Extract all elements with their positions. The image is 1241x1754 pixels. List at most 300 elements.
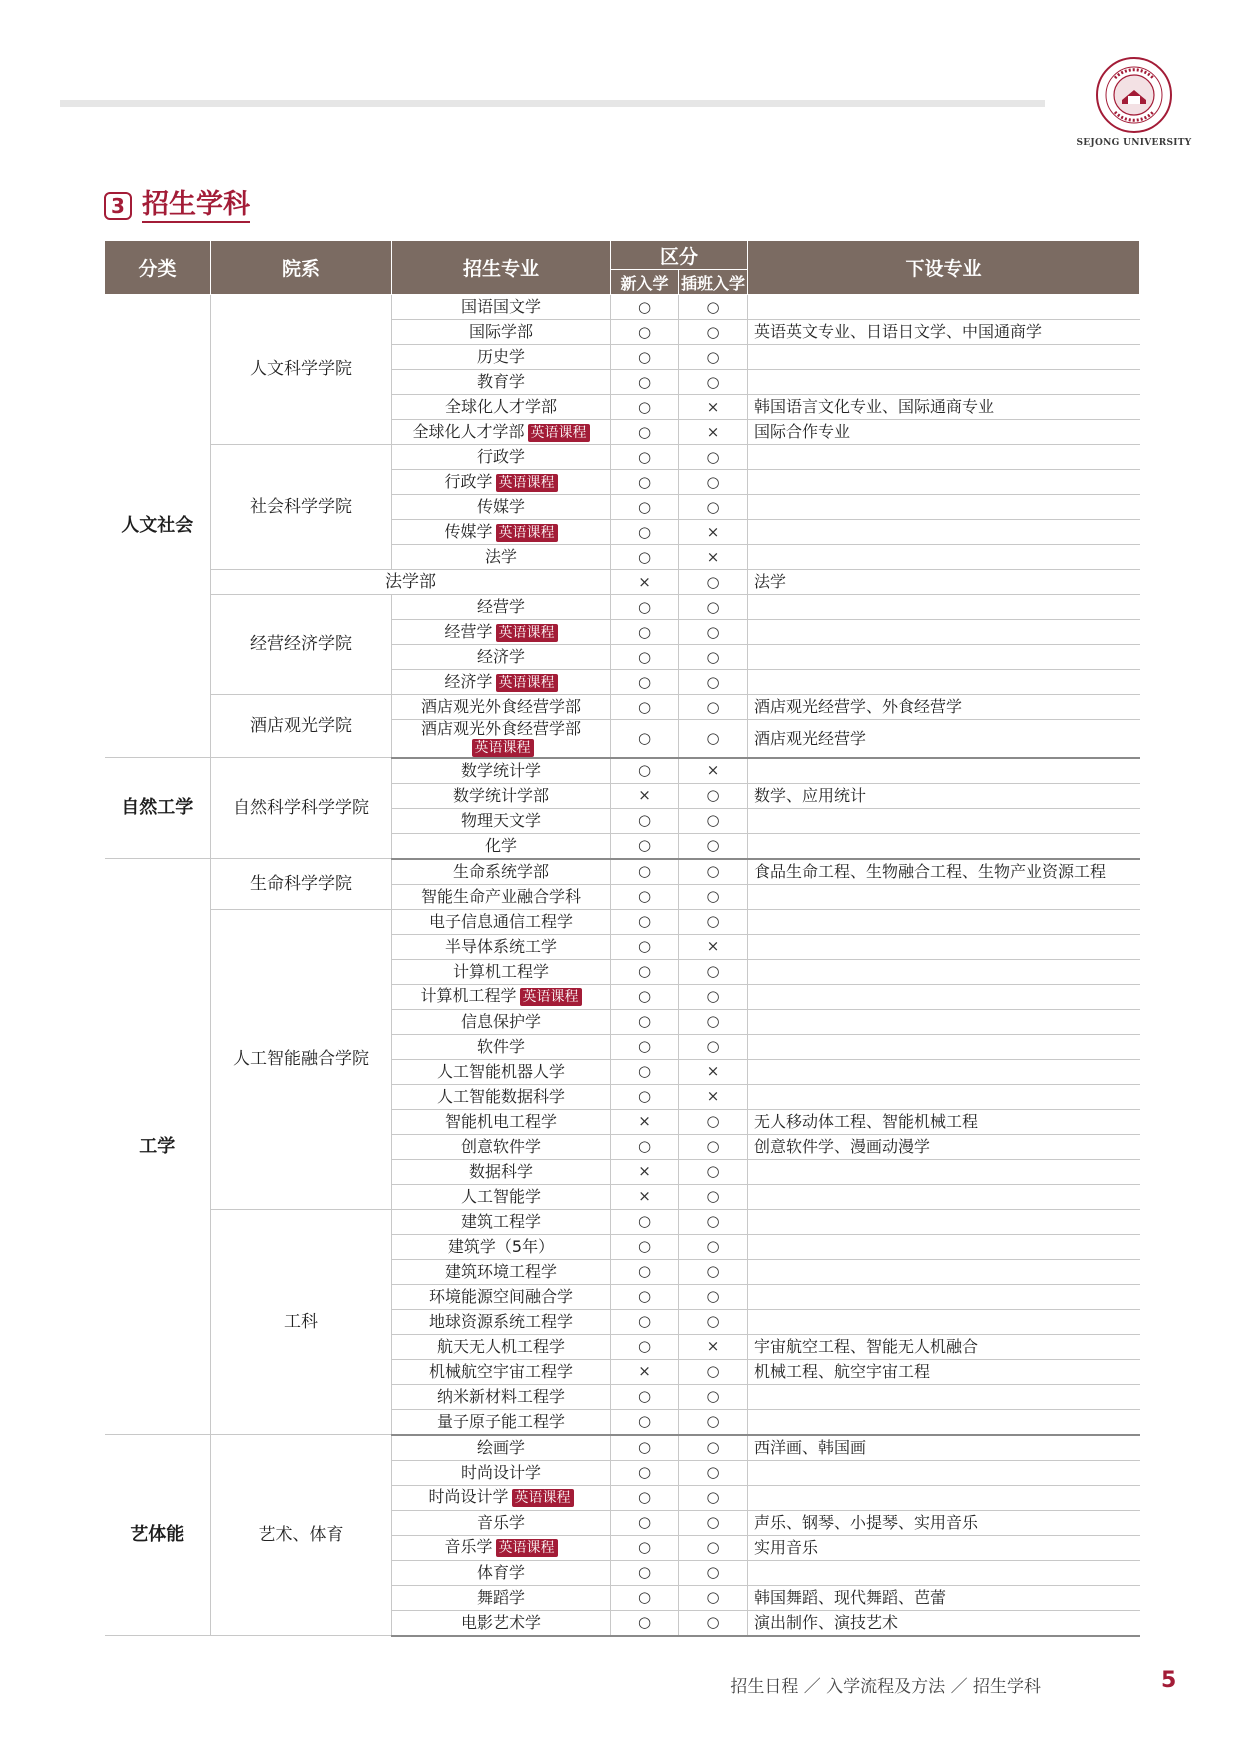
sub-majors-cell xyxy=(748,1234,1140,1259)
freshman-mark: ○ xyxy=(611,420,679,445)
major-name: 智能生命产业融合学科 xyxy=(420,886,581,906)
footer-breadcrumb: 招生日程 ／ 入学流程及方法 ／ 招生学科 xyxy=(730,1677,1041,1697)
major-cell xyxy=(392,470,611,495)
sub-majors-cell xyxy=(748,1384,1140,1409)
sub-majors-cell: 韩国语言文化专业、国际通商专业 xyxy=(748,395,1140,420)
transfer-mark: ○ xyxy=(679,470,748,495)
major-name: 传媒学 xyxy=(476,497,525,517)
major-name: 人工智能机器人学 xyxy=(436,1061,565,1081)
sub-majors-cell xyxy=(748,758,1140,784)
college-cell: 经营经济学院 xyxy=(211,595,392,695)
freshman-mark: × xyxy=(611,1184,679,1209)
transfer-mark: × xyxy=(679,395,748,420)
sub-majors-cell xyxy=(748,595,1140,620)
major-cell xyxy=(392,1134,611,1159)
major-cell xyxy=(392,695,611,720)
freshman-mark: ○ xyxy=(611,1610,679,1636)
transfer-mark: ○ xyxy=(679,1209,748,1234)
major-cell xyxy=(392,1184,611,1209)
freshman-mark: ○ xyxy=(611,520,679,545)
transfer-mark: ○ xyxy=(679,370,748,395)
freshman-mark: ○ xyxy=(611,1560,679,1585)
english-course-tag: 英语课程 xyxy=(496,1539,558,1557)
sub-majors-cell: 食品生命工程、生物融合工程、生物产业资源工程 xyxy=(748,859,1140,885)
english-course-tag: 英语课程 xyxy=(512,1489,574,1507)
sub-majors-cell xyxy=(748,1184,1140,1209)
freshman-mark: ○ xyxy=(611,620,679,645)
section-title: 招生学科 xyxy=(142,189,250,223)
major-name: 环境能源空间融合学 xyxy=(428,1286,573,1306)
transfer-mark: × xyxy=(679,1334,748,1359)
college-cell: 法学部 xyxy=(211,570,611,595)
sub-majors-cell: 机械工程、航空宇宙工程 xyxy=(748,1359,1140,1384)
major-cell xyxy=(392,595,611,620)
freshman-mark: ○ xyxy=(611,1284,679,1309)
freshman-mark: ○ xyxy=(611,1134,679,1159)
sub-majors-cell xyxy=(748,1059,1140,1084)
major-name: 建筑环境工程学 xyxy=(444,1261,557,1281)
transfer-mark: ○ xyxy=(679,1134,748,1159)
transfer-mark: ○ xyxy=(679,1485,748,1510)
sub-majors-cell xyxy=(748,1560,1140,1585)
major-name: 传媒学 xyxy=(444,521,493,541)
transfer-mark: ○ xyxy=(679,1359,748,1384)
sub-majors-cell xyxy=(748,909,1140,934)
major-name: 国际学部 xyxy=(468,322,533,342)
sub-majors-cell xyxy=(748,370,1140,395)
table-row xyxy=(105,295,1140,320)
sub-majors-cell: 无人移动体工程、智能机械工程 xyxy=(748,1109,1140,1134)
freshman-mark: ○ xyxy=(611,495,679,520)
transfer-mark: ○ xyxy=(679,345,748,370)
major-cell xyxy=(392,670,611,695)
transfer-mark: × xyxy=(679,758,748,784)
major-name: 法学 xyxy=(484,547,517,567)
transfer-mark: ○ xyxy=(679,595,748,620)
header-distinction: 区分 xyxy=(611,241,748,270)
sub-majors-cell xyxy=(748,1485,1140,1510)
freshman-mark: ○ xyxy=(611,545,679,570)
freshman-mark: ○ xyxy=(611,1209,679,1234)
sub-majors-cell: 韩国舞蹈、现代舞蹈、芭蕾 xyxy=(748,1585,1140,1610)
freshman-mark: ○ xyxy=(611,1409,679,1435)
english-course-tag: 英语课程 xyxy=(496,674,558,692)
sub-majors-cell xyxy=(748,295,1140,320)
sub-majors-cell xyxy=(748,1259,1140,1284)
transfer-mark: ○ xyxy=(679,833,748,859)
table-row xyxy=(105,859,1140,885)
college-cell: 酒店观光学院 xyxy=(211,695,392,758)
major-cell xyxy=(392,1535,611,1560)
transfer-mark: ○ xyxy=(679,1034,748,1059)
transfer-mark: ○ xyxy=(679,320,748,345)
english-course-tag: 英语课程 xyxy=(496,474,558,492)
major-cell xyxy=(392,909,611,934)
sub-majors-cell: 酒店观光经营学、外食经营学 xyxy=(748,695,1140,720)
admission-majors-table xyxy=(104,240,1140,1637)
freshman-mark: ○ xyxy=(611,345,679,370)
college-cell: 人工智能融合学院 xyxy=(211,909,392,1209)
major-name: 历史学 xyxy=(476,347,525,367)
freshman-mark: ○ xyxy=(611,320,679,345)
sub-majors-cell: 西洋画、韩国画 xyxy=(748,1435,1140,1461)
header-freshman: 新入学 xyxy=(611,270,679,295)
major-cell xyxy=(392,1334,611,1359)
transfer-mark: × xyxy=(679,420,748,445)
freshman-mark: ○ xyxy=(611,1435,679,1461)
major-cell xyxy=(392,1510,611,1535)
major-name: 信息保护学 xyxy=(460,1011,541,1031)
transfer-mark: ○ xyxy=(679,1585,748,1610)
major-name: 教育学 xyxy=(476,372,525,392)
freshman-mark: ○ xyxy=(611,859,679,885)
transfer-mark: ○ xyxy=(679,645,748,670)
sub-majors-cell: 演出制作、演技艺术 xyxy=(748,1610,1140,1636)
major-name: 经营学 xyxy=(444,621,493,641)
freshman-mark: × xyxy=(611,1359,679,1384)
major-cell xyxy=(392,620,611,645)
english-course-tag: 英语课程 xyxy=(472,739,534,757)
category-cell: 人文社会 xyxy=(105,295,211,758)
transfer-mark: ○ xyxy=(679,1610,748,1636)
college-cell: 人文科学学院 xyxy=(211,295,392,445)
sub-majors-cell: 法学 xyxy=(748,570,1140,595)
transfer-mark: ○ xyxy=(679,808,748,833)
sub-majors-cell xyxy=(748,545,1140,570)
major-name: 智能机电工程学 xyxy=(444,1111,557,1131)
freshman-mark: × xyxy=(611,570,679,595)
header-transfer: 插班入学 xyxy=(679,270,748,295)
major-cell xyxy=(392,370,611,395)
transfer-mark: ○ xyxy=(679,1284,748,1309)
major-cell xyxy=(392,420,611,445)
major-name: 时尚设计学 xyxy=(428,1487,509,1507)
major-cell xyxy=(392,1560,611,1585)
major-cell xyxy=(392,1435,611,1461)
major-cell xyxy=(392,1059,611,1084)
major-cell xyxy=(392,1409,611,1435)
sub-majors-cell xyxy=(748,808,1140,833)
transfer-mark: ○ xyxy=(679,570,748,595)
transfer-mark: ○ xyxy=(679,884,748,909)
transfer-mark: ○ xyxy=(679,1184,748,1209)
table-row xyxy=(105,758,1140,784)
major-name: 国语国文学 xyxy=(460,297,541,317)
transfer-mark: ○ xyxy=(679,670,748,695)
freshman-mark: ○ xyxy=(611,695,679,720)
freshman-mark: ○ xyxy=(611,1309,679,1334)
freshman-mark: ○ xyxy=(611,1009,679,1034)
major-name: 量子原子能工程学 xyxy=(436,1411,565,1431)
major-name: 酒店观光外食经营学部 xyxy=(420,697,581,717)
freshman-mark: ○ xyxy=(611,595,679,620)
major-name: 体育学 xyxy=(476,1562,525,1582)
sub-majors-cell xyxy=(748,495,1140,520)
english-course-tag: 英语课程 xyxy=(496,624,558,642)
sub-majors-cell xyxy=(748,520,1140,545)
major-name: 计算机工程学 xyxy=(420,986,517,1006)
transfer-mark: ○ xyxy=(679,1409,748,1435)
major-cell xyxy=(392,1460,611,1485)
freshman-mark: ○ xyxy=(611,670,679,695)
major-name: 行政学 xyxy=(476,447,525,467)
major-cell xyxy=(392,1585,611,1610)
freshman-mark: ○ xyxy=(611,1259,679,1284)
major-name: 经济学 xyxy=(476,647,525,667)
freshman-mark: ○ xyxy=(611,645,679,670)
major-cell xyxy=(392,859,611,885)
transfer-mark: ○ xyxy=(679,1510,748,1535)
major-name: 音乐学 xyxy=(476,1512,525,1532)
freshman-mark: ○ xyxy=(611,758,679,784)
major-cell xyxy=(392,645,611,670)
category-cell: 自然工学 xyxy=(105,758,211,859)
freshman-mark: ○ xyxy=(611,1334,679,1359)
major-cell xyxy=(392,320,611,345)
major-name: 经济学 xyxy=(444,671,493,691)
freshman-mark: ○ xyxy=(611,470,679,495)
major-cell xyxy=(392,445,611,470)
college-cell: 艺术、体育 xyxy=(211,1435,392,1636)
freshman-mark: ○ xyxy=(611,1384,679,1409)
major-name: 经营学 xyxy=(476,597,525,617)
transfer-mark: ○ xyxy=(679,1560,748,1585)
freshman-mark: ○ xyxy=(611,720,679,758)
freshman-mark: ○ xyxy=(611,934,679,959)
major-cell xyxy=(392,833,611,859)
major-name: 建筑学（5年） xyxy=(447,1236,555,1256)
college-cell: 自然科学科学学院 xyxy=(211,758,392,859)
sub-majors-cell xyxy=(748,1460,1140,1485)
freshman-mark: × xyxy=(611,1159,679,1184)
major-name: 地球资源系统工程学 xyxy=(428,1311,573,1331)
sub-majors-cell xyxy=(748,620,1140,645)
major-name: 人工智能学 xyxy=(460,1186,541,1206)
major-cell xyxy=(392,1084,611,1109)
sub-majors-cell: 国际合作专业 xyxy=(748,420,1140,445)
major-name: 舞蹈学 xyxy=(476,1587,525,1607)
sub-majors-cell: 声乐、钢琴、小提琴、实用音乐 xyxy=(748,1510,1140,1535)
transfer-mark: ○ xyxy=(679,1460,748,1485)
major-cell xyxy=(392,395,611,420)
major-name: 数学统计学 xyxy=(460,760,541,780)
freshman-mark: × xyxy=(611,1109,679,1134)
major-cell xyxy=(392,1234,611,1259)
transfer-mark: × xyxy=(679,1084,748,1109)
sub-majors-cell xyxy=(748,645,1140,670)
major-name: 软件学 xyxy=(476,1036,525,1056)
transfer-mark: ○ xyxy=(679,695,748,720)
major-cell xyxy=(392,520,611,545)
major-cell xyxy=(392,1259,611,1284)
major-cell xyxy=(392,783,611,808)
freshman-mark: ○ xyxy=(611,884,679,909)
freshman-mark: ○ xyxy=(611,295,679,320)
freshman-mark: ○ xyxy=(611,1234,679,1259)
transfer-mark: ○ xyxy=(679,495,748,520)
transfer-mark: ○ xyxy=(679,783,748,808)
sub-majors-cell xyxy=(748,833,1140,859)
section-number: 3 xyxy=(104,192,132,220)
major-name: 绘画学 xyxy=(476,1437,525,1457)
college-cell: 社会科学学院 xyxy=(211,445,392,570)
major-name: 全球化人才学部 xyxy=(412,421,525,441)
sub-majors-cell: 创意软件学、漫画动漫学 xyxy=(748,1134,1140,1159)
sub-majors-cell: 宇宙航空工程、智能无人机融合 xyxy=(748,1334,1140,1359)
transfer-mark: ○ xyxy=(679,1159,748,1184)
major-cell xyxy=(392,1485,611,1510)
sub-majors-cell xyxy=(748,1409,1140,1435)
freshman-mark: ○ xyxy=(611,370,679,395)
transfer-mark: × xyxy=(679,545,748,570)
sub-majors-cell xyxy=(748,884,1140,909)
header-major: 招生专业 xyxy=(392,241,611,295)
sub-majors-cell xyxy=(748,1034,1140,1059)
major-cell xyxy=(392,1209,611,1234)
major-name: 化学 xyxy=(484,835,517,855)
header-college: 院系 xyxy=(211,241,392,295)
major-name: 音乐学 xyxy=(444,1537,493,1557)
header-rule xyxy=(60,100,1045,107)
sub-majors-cell xyxy=(748,445,1140,470)
transfer-mark: ○ xyxy=(679,1109,748,1134)
freshman-mark: ○ xyxy=(611,833,679,859)
freshman-mark: ○ xyxy=(611,808,679,833)
freshman-mark: ○ xyxy=(611,445,679,470)
table-row xyxy=(105,1209,1140,1234)
sub-majors-cell xyxy=(748,470,1140,495)
transfer-mark: ○ xyxy=(679,959,748,984)
freshman-mark: ○ xyxy=(611,1485,679,1510)
major-name: 行政学 xyxy=(444,471,493,491)
freshman-mark: ○ xyxy=(611,1059,679,1084)
freshman-mark: ○ xyxy=(611,1460,679,1485)
sub-majors-cell xyxy=(748,1084,1140,1109)
transfer-mark: × xyxy=(679,934,748,959)
major-cell xyxy=(392,1284,611,1309)
major-name: 全球化人才学部 xyxy=(444,397,557,417)
major-cell xyxy=(392,808,611,833)
major-cell xyxy=(392,1009,611,1034)
sub-majors-cell: 酒店观光经营学 xyxy=(748,720,1140,758)
table-row xyxy=(105,570,1140,595)
major-cell xyxy=(392,1109,611,1134)
sub-majors-cell: 实用音乐 xyxy=(748,1535,1140,1560)
transfer-mark: ○ xyxy=(679,295,748,320)
transfer-mark: ○ xyxy=(679,1259,748,1284)
transfer-mark: ○ xyxy=(679,1384,748,1409)
english-course-tag: 英语课程 xyxy=(528,424,590,442)
freshman-mark: × xyxy=(611,783,679,808)
table-row xyxy=(105,695,1140,720)
freshman-mark: ○ xyxy=(611,1084,679,1109)
sub-majors-cell xyxy=(748,1009,1140,1034)
freshman-mark: ○ xyxy=(611,1535,679,1560)
major-cell xyxy=(392,1159,611,1184)
transfer-mark: ○ xyxy=(679,720,748,758)
major-name: 电子信息通信工程学 xyxy=(428,911,573,931)
major-cell xyxy=(392,295,611,320)
major-name: 生命系统学部 xyxy=(452,861,549,881)
table-body xyxy=(105,295,1140,1636)
table-row xyxy=(105,595,1140,620)
freshman-mark: ○ xyxy=(611,984,679,1009)
major-cell xyxy=(392,1034,611,1059)
freshman-mark: ○ xyxy=(611,1034,679,1059)
major-cell xyxy=(392,1384,611,1409)
sub-majors-cell xyxy=(748,1209,1140,1234)
major-name: 创意软件学 xyxy=(460,1136,541,1156)
transfer-mark: ○ xyxy=(679,1234,748,1259)
freshman-mark: ○ xyxy=(611,1585,679,1610)
table-row xyxy=(105,909,1140,934)
major-cell xyxy=(392,984,611,1009)
header-category: 分类 xyxy=(105,241,211,295)
transfer-mark: ○ xyxy=(679,620,748,645)
sub-majors-cell: 数学、应用统计 xyxy=(748,783,1140,808)
major-name: 物理天文学 xyxy=(460,810,541,830)
major-cell xyxy=(392,758,611,784)
major-name: 半导体系统工学 xyxy=(444,936,557,956)
sub-majors-cell xyxy=(748,1284,1140,1309)
major-name: 计算机工程学 xyxy=(452,961,549,981)
major-cell xyxy=(392,959,611,984)
sub-majors-cell xyxy=(748,984,1140,1009)
sub-majors-cell: 英语英文专业、日语日文学、中国通商学 xyxy=(748,320,1140,345)
transfer-mark: ○ xyxy=(679,1309,748,1334)
sub-majors-cell xyxy=(748,1309,1140,1334)
major-name: 建筑工程学 xyxy=(460,1211,541,1231)
freshman-mark: ○ xyxy=(611,959,679,984)
freshman-mark: ○ xyxy=(611,395,679,420)
category-cell: 艺体能 xyxy=(105,1435,211,1636)
college-cell: 工科 xyxy=(211,1209,392,1435)
transfer-mark: ○ xyxy=(679,859,748,885)
sub-majors-cell xyxy=(748,934,1140,959)
transfer-mark: × xyxy=(679,1059,748,1084)
freshman-mark: ○ xyxy=(611,1510,679,1535)
section-heading xyxy=(104,186,250,226)
major-name: 数据科学 xyxy=(468,1161,533,1181)
university-seal-icon xyxy=(1095,56,1173,134)
major-cell xyxy=(392,884,611,909)
transfer-mark: ○ xyxy=(679,1535,748,1560)
english-course-tag: 英语课程 xyxy=(496,524,558,542)
sub-majors-cell xyxy=(748,1159,1140,1184)
sub-majors-cell xyxy=(748,959,1140,984)
major-cell xyxy=(392,720,611,758)
sub-majors-cell xyxy=(748,345,1140,370)
sub-majors-cell xyxy=(748,670,1140,695)
major-cell xyxy=(392,934,611,959)
table-row xyxy=(105,445,1140,470)
transfer-mark: ○ xyxy=(679,1435,748,1461)
transfer-mark: ○ xyxy=(679,984,748,1009)
major-name: 时尚设计学 xyxy=(460,1462,541,1482)
major-name: 酒店观光外食经营学部 xyxy=(420,719,581,738)
major-name: 纳米新材料工程学 xyxy=(436,1386,565,1406)
transfer-mark: ○ xyxy=(679,909,748,934)
major-name: 航天无人机工程学 xyxy=(436,1336,565,1356)
major-cell xyxy=(392,495,611,520)
transfer-mark: ○ xyxy=(679,1009,748,1034)
major-name: 数学统计学部 xyxy=(452,785,549,805)
table-row xyxy=(105,1435,1140,1461)
logo-wordmark: SEJONG UNIVERSITY xyxy=(1076,138,1192,148)
major-cell xyxy=(392,1359,611,1384)
major-cell xyxy=(392,1610,611,1636)
category-cell: 工学 xyxy=(105,859,211,1435)
